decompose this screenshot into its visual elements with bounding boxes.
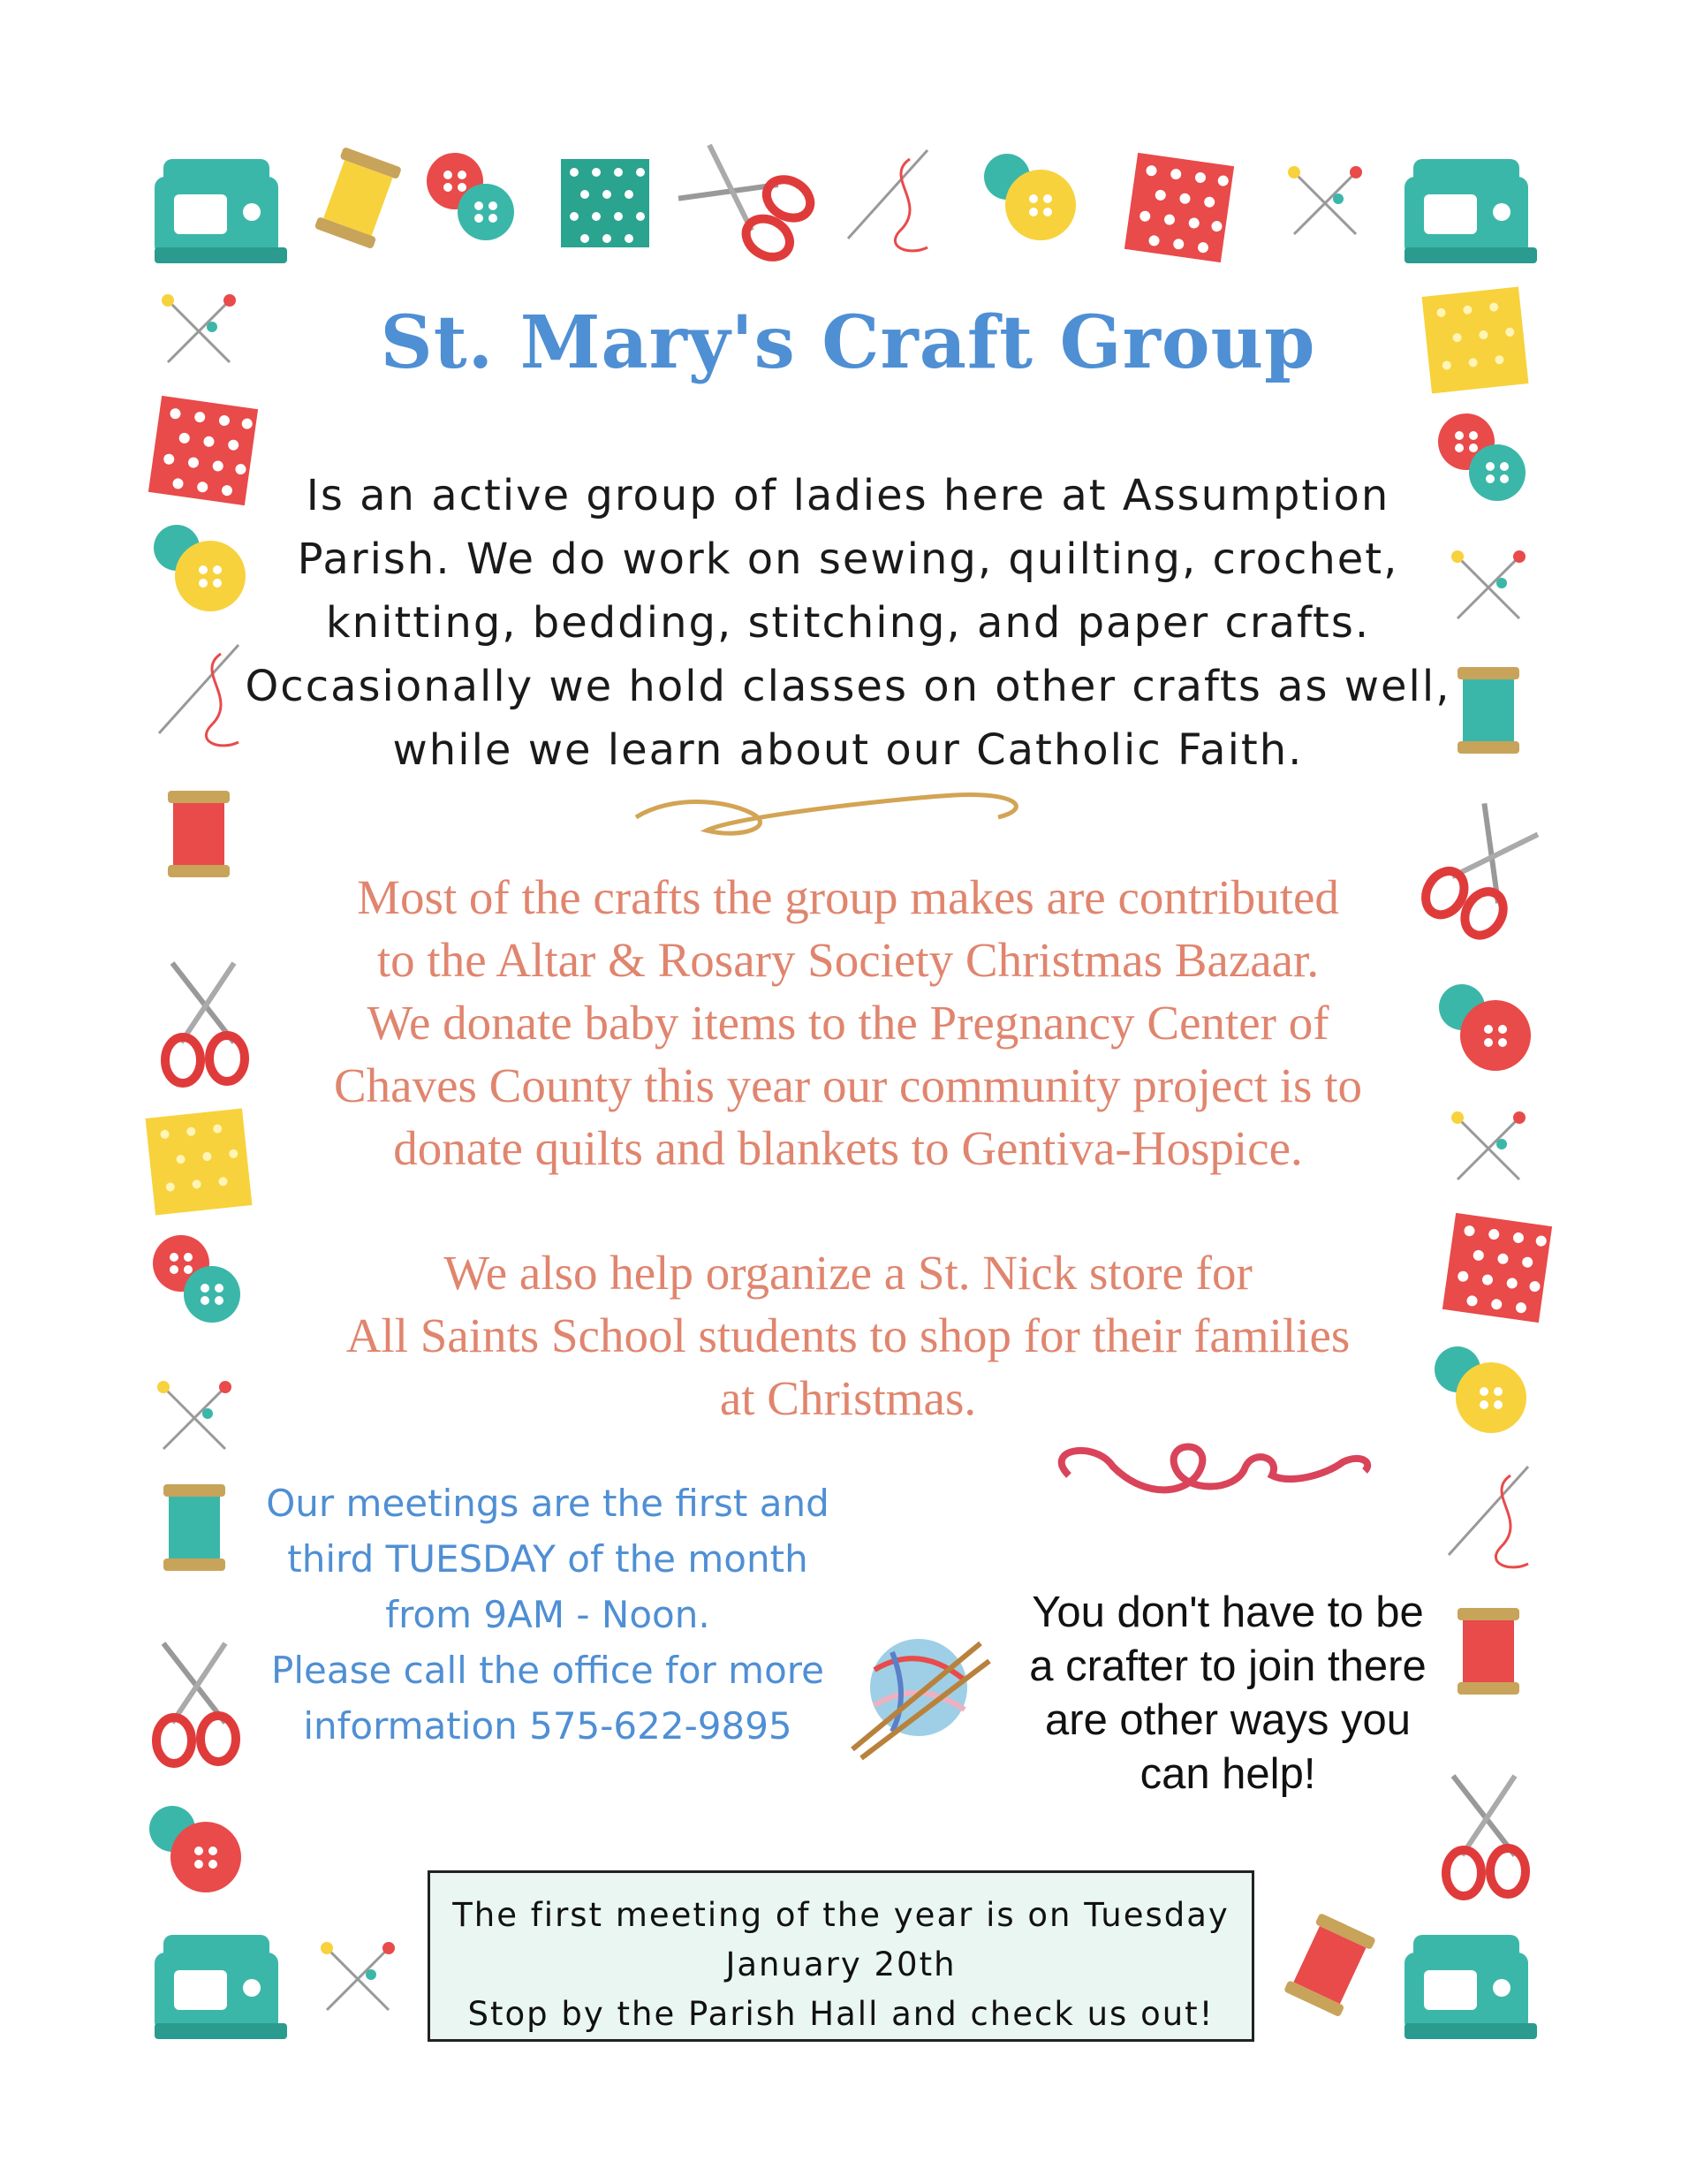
meeting-line: Please call the office for more (271, 1649, 824, 1692)
intro-line: Parish. We do work on sewing, quilting, crochet, (297, 535, 1399, 584)
st-nick-line: at Christmas. (719, 1371, 977, 1425)
notice-line: Stop by the Parish Hall and check us out! (467, 1995, 1215, 2033)
st-nick-paragraph (230, 1241, 1466, 1429)
help-line: a crafter to join there (1029, 1642, 1427, 1690)
contributions-paragraph (230, 866, 1466, 1179)
meeting-line: third TUESDAY of the month (287, 1537, 808, 1581)
help-line: can help! (1140, 1750, 1316, 1798)
intro-paragraph (230, 464, 1466, 782)
help-line: are other ways you (1045, 1696, 1411, 1744)
intro-line: knitting, bedding, stitching, and paper crafts. (325, 598, 1371, 648)
contributions-line: Most of the crafts the group makes are contributed (357, 870, 1339, 924)
meeting-line: information 575-622-9895 (303, 1704, 792, 1748)
contributions-line: We donate baby items to the Pregnancy Center of (367, 996, 1329, 1050)
st-nick-line: All Saints School students to shop for their families (345, 1308, 1351, 1362)
notice-line: January 20th (725, 1945, 957, 1983)
intro-line: Occasionally we hold classes on other crafts as well, (245, 662, 1451, 711)
meeting-line: Our meetings are the first and (266, 1482, 829, 1525)
red-flourish (1062, 1447, 1367, 1490)
contributions-line: Chaves County this year our community project is to (334, 1058, 1362, 1112)
notice-line: The first meeting of the year is on Tuesday (452, 1896, 1230, 1934)
help-note (980, 1586, 1475, 1801)
meeting-line: from 9AM - Noon. (385, 1593, 710, 1636)
first-meeting-notice (428, 1870, 1254, 2042)
flyer-title: St. Mary's Craft Group (380, 300, 1316, 385)
meeting-info (221, 1475, 874, 1754)
gold-flourish (636, 794, 1016, 833)
intro-line: while we learn about our Catholic Faith. (392, 725, 1304, 775)
contributions-line: donate quilts and blankets to Gentiva-Hospice. (393, 1121, 1303, 1175)
st-nick-line: We also help organize a St. Nick store for (443, 1246, 1253, 1300)
intro-line: Is an active group of ladies here at Assumption (306, 471, 1390, 520)
help-line: You don't have to be (1032, 1589, 1424, 1636)
contributions-line: to the Altar & Rosary Society Christmas Bazaar. (376, 933, 1320, 987)
